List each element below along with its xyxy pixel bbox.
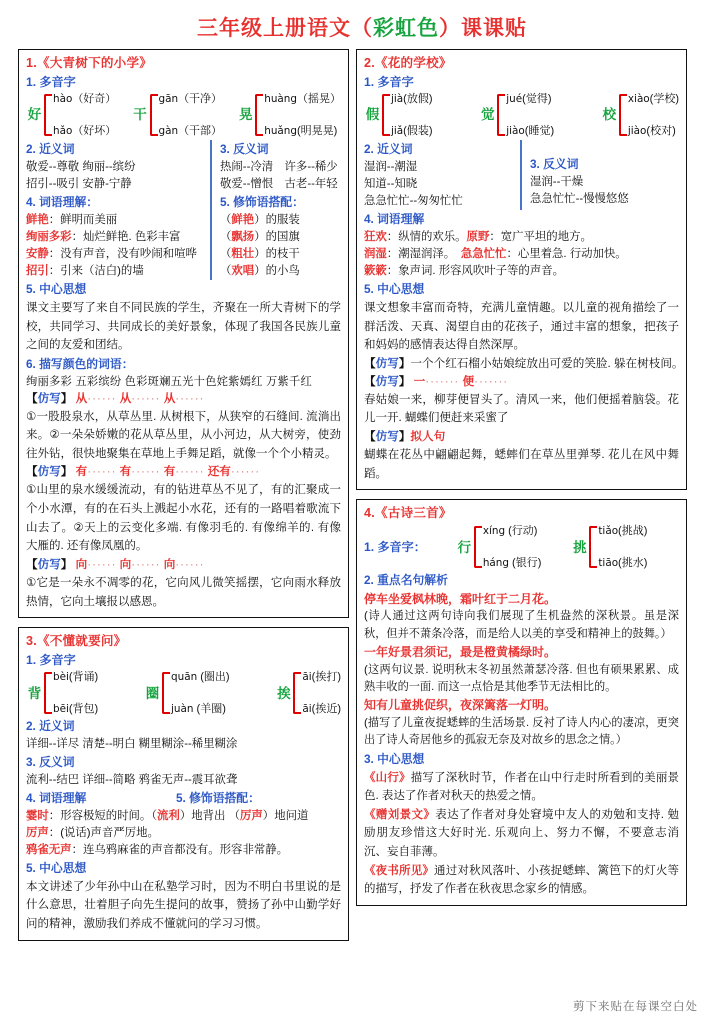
polyphone-readings [171,671,230,715]
polyphone-group [237,93,341,137]
polyphone-reading-top: gān（干净） [158,93,223,106]
polyphone-group [275,671,341,715]
definition-line: 润湿：潮湿润泽。 急急忙忙：心里着急. 行动加快。 [364,247,627,260]
definition-line: 鸦雀无声：连乌鸦麻雀的声音都没有。形容非常静。 [26,843,289,856]
poem-note: (这两句议景. 说明秋末冬初虽然萧瑟冷落. 但也有硕果累累、成熟丰收的一面. 而这一点恰是其他季节无法相比的。 [364,663,679,694]
lesson-panel-3 [18,627,349,940]
lesson1-modifiers [210,193,341,280]
title-part-1: 三年级上册语文（ [197,16,373,40]
definition-line: 鲜艳：鲜明而美丽 [26,213,118,226]
polyphone-char: 好 [27,107,42,123]
title-part-2: ）课课贴 [439,16,527,40]
polyphone-reading-bottom: huǎng(明晃晃) [264,124,338,137]
brace-icon [474,526,482,568]
polyphone-reading-bottom: bēi(背包) [53,702,99,715]
brace-icon [293,672,301,714]
polyphone-char: 行 [457,539,472,555]
polyphone-reading-top: bèi(背诵) [53,671,99,684]
imitation-example-2: ①山里的泉水缓缓流动，有的钻进草丛不见了，有的汇聚成一个小水潭，有的在石头上溅起小水花，还有的一路唱着歌流下山去了。②天上的云变化多端. 有像羽毛的. 有像绵羊的. 有像大雁的. 还有像凤凰的。 [26,484,341,553]
lesson3-title: 3.《不懂就要问》 [26,634,127,649]
polyphone-group [364,93,432,137]
polyphone-reading-top: āi(挨打) [302,671,341,684]
lesson2-title: 2.《花的学校》 [364,56,452,70]
imitation-prompt-3: 【仿写】 向······ 向······ 向······ [26,557,205,571]
polyphone-group [26,671,98,715]
lesson2-syn-ant-split [364,140,679,210]
cut-instruction: 剪下来贴在每课空白处 [573,999,698,1013]
polyphone-group [26,93,116,137]
modifier-line: （欢唱）的小鸟 [220,265,300,278]
lesson3-section-main-idea: 5. 中心思想 [26,860,87,875]
lesson3-section-synonyms: 2. 近义词 [26,719,75,734]
lesson4-idea-line: 《赠刘景文》表达了作者对身处窘境中友人的劝勉和支持. 勉励朋友珍惜这大好时光. 乐观向上、努力不懈，不要意志消沉、妄自菲薄。 [364,808,679,859]
synonym-line: 知道--知晓 [364,177,418,190]
polyphone-char: 觉 [481,107,495,123]
polyphone-group [132,93,223,137]
synonym-line: 湿润--潮湿 [364,160,418,173]
lesson4-idea-line: 《山行》描写了深秋时节，作者在山中行走时所看到的美丽景色. 表达了作者对秋天的热爱之情。 [364,771,680,803]
polyphone-readings [391,93,432,137]
polyphone-reading-top: quān (圈出) [171,671,230,684]
definition-line: 厉声：(说话)声音严厉地。 [26,826,159,839]
lesson1-syn-ant-split [26,140,341,193]
definition-line: 簌簌：象声词. 形容风吹叶子等的声音。 [364,265,564,278]
lesson2-section-synonyms: 2. 近义词 [364,142,413,157]
polyphone-reading-top: jià(放假) [391,93,433,106]
lesson2-polyphone-row [364,93,679,137]
brace-icon [497,94,505,136]
polyphone-readings [53,93,116,137]
title-highlight: 彩虹色 [373,16,439,40]
definition-line: 狂欢：纵情的欢乐。原野：宽广平坦的地方。 [364,230,592,243]
lesson1-section-color-words: 6. 描写颜色的词语： [26,356,134,371]
polyphone-char: 晃 [239,107,253,123]
modifier-line: （粗壮）的枝干 [220,247,300,260]
lesson-panel-4 [356,499,687,906]
lesson4-section-key-lines: 2. 重点名句解析 [364,573,448,588]
polyphone-group [456,525,542,569]
polyphone-readings [483,525,542,569]
antonym-line: 流利--结巴 详细--简略 鸦雀无声--震耳欲聋 [26,773,238,786]
brace-icon [44,94,52,136]
lesson1-section-polyphone: 1. 多音字 [26,74,76,89]
brace-icon [150,94,158,136]
poem-note: (描写了儿童夜捉蟋蟀的生活场景. 反衬了诗人内心的凄凉，更突出了诗人奇居他乡的孤寂无奈及对故乡的思念之情。） [364,717,679,747]
polyphone-reading-top: tiǎo(挑战) [598,525,648,538]
polyphone-readings [628,93,679,137]
lesson2-imitation-example-3: 蝴蝶在花丛中翩翩起舞，蟋蟀们在草丛里弹琴. 花儿在风中舞蹈。 [364,448,679,480]
lesson4-section-polyphone: 1. 多音字： [364,539,426,554]
right-column [356,49,687,941]
polyphone-group [571,525,647,569]
lesson3-section-definitions: 4. 词语理解 [26,790,87,805]
antonym-line: 敬爱--憎恨 古老--年轻 [220,177,338,190]
polyphone-readings [159,93,223,137]
lesson-panel-1 [18,49,349,618]
definition-line: 安静：没有声音，没有吵闹和喧哗 [26,247,197,260]
lesson3-section-antonyms: 3. 反义词 [26,755,75,770]
poem-line: 一年好景君须记，最是橙黄橘绿时。 [364,645,557,660]
lesson4-polyphone-row [364,525,679,569]
lesson1-section-synonyms: 2. 近义词 [26,142,75,157]
polyphone-readings [302,671,341,715]
imitation-prompt-1: 【仿写】 从······ 从······ 从······ [26,391,205,405]
lesson1-antonyms [210,140,341,193]
polyphone-reading-bottom: jiào(睡觉) [506,124,555,137]
lesson-panel-2 [356,49,687,490]
polyphone-reading-bottom: háng (银行) [482,556,542,569]
polyphone-group [601,93,679,137]
lesson1-section-definitions: 4. 词语理解： [26,195,99,210]
lesson1-title: 1.《大青树下的小学》 [26,56,153,70]
antonym-line: 湿润--干燥 [530,175,584,188]
lesson1-color-words: 绚丽多彩 五彩缤纷 色彩斑斓五光十色姹紫嫣红 万紫千红 [26,375,312,388]
polyphone-reading-top: hào（好奇） [53,93,117,106]
poem-note: (诗人通过这两句诗向我们展现了生机盎然的深秋景。虽是深秋，但并不萧条冷落，而是给人以美的享受和精神上的鼓舞。） [364,610,679,640]
polyphone-char: 假 [365,107,380,123]
imitation-example-1: ①一股股泉水，从草丛里. 从树根下，从狭窄的石缝间. 流淌出来。②一朵朵娇嫩的花从草丛里，从小河边，从大树旁，使劲往外钻，很快地聚集在草地上手舞足蹈，就像一个个小精灵。 [26,410,341,460]
polyphone-reading-bottom: gàn（干部） [158,124,223,137]
polyphone-reading-top: jué(觉得) [506,93,552,106]
synonym-line: 急急忙忙--匆匆忙忙 [364,195,463,208]
polyphone-reading-bottom: jiǎ(假装) [391,124,433,137]
lesson3-polyphone-row [26,671,341,715]
imitation-example-3: ①它是一朵永不凋零的花，它向风儿微笑摇摆，它向雨水释放热情，它向土壤报以感恩。 [26,576,341,608]
lesson2-imitation-prompt-3: 【仿写】拟人句 [364,430,446,444]
polyphone-char: 校 [602,107,617,123]
polyphone-reading-top: xíng (行动) [482,525,538,538]
lesson1-polyphone-row [26,93,341,137]
polyphone-char: 挨 [277,685,291,701]
polyphone-char: 背 [27,685,42,701]
lesson4-title: 4.《古诗三首》 [364,506,452,521]
lesson1-defs-mods-split [26,193,341,280]
polyphone-char: 挑 [573,539,587,555]
left-column [18,49,349,941]
lesson2-imitation-1: 【仿写】一个个红石榴小姑娘绽放出可爱的笑脸. 躲在树枝间。 [364,356,684,370]
lesson4-idea-line: 《夜书所见》通过对秋风落叶、小孩捉蟋蟀、篱笆下的灯火等的描写，抒发了作者在秋夜思念家乡的情感。 [364,864,680,896]
definition-modifier-line: 霎时：形容极短的时间。（流利）地背出 （厉声）地问道 [26,809,309,822]
polyphone-readings [53,671,98,715]
polyphone-reading-top: huàng（摇晃） [264,93,341,106]
definition-line: 绚丽多彩：灿烂鲜艳. 色彩丰富 [26,230,181,243]
polyphone-readings [264,93,341,137]
definition-line: 招引：引来（洁白)的墙 [26,265,144,278]
lesson2-section-antonyms: 3. 反义词 [530,157,579,172]
lesson1-section-modifiers: 5. 修饰语搭配： [220,195,304,210]
lesson2-main-idea-text: 课文想象丰富而奇特，充满儿童情趣。以儿童的视角描绘了一群活泼、天真、渴望自由的花孩子，通过丰富的想象，把孩子和妈妈的感情表达得自然深厚。 [364,301,679,352]
polyphone-reading-bottom: tiāo(挑水) [598,556,648,569]
polyphone-char: 干 [133,107,147,123]
brace-icon [619,94,627,136]
page-title [0,0,724,49]
synonym-line: 敬爱--尊敬 绚丽--缤纷 [26,160,136,173]
modifier-line: （鲜艳）的服装 [220,213,300,226]
lesson2-antonyms [520,140,679,210]
lesson4-section-main-idea: 3. 中心思想 [364,751,425,766]
lesson3-section-modifiers: 5. 修饰语搭配： [176,790,260,805]
polyphone-reading-bottom: hǎo（好坏） [53,124,117,137]
brace-icon [255,94,263,136]
imitation-prompt-2: 【仿写】 有······ 有······ 有······ 还有······ [26,465,261,479]
modifier-line: （飘扬）的国旗 [220,230,300,243]
polyphone-readings [506,93,554,137]
synonym-line: 详细--详尽 清楚--明白 糊里糊涂--稀里糊涂 [26,737,238,750]
polyphone-readings [598,525,647,569]
polyphone-group [144,671,230,715]
polyphone-group [479,93,554,137]
antonym-line: 急急忙忙--慢慢悠悠 [530,192,629,205]
lesson2-section-main-idea: 5. 中心思想 [364,282,425,297]
poem-line: 知有儿童挑促织，夜深篱落一灯明。 [364,698,557,713]
lesson1-definitions [26,193,210,280]
antonym-line: 热闹--冷清 许多--稀少 [220,160,338,173]
polyphone-reading-bottom: āi(挨近) [302,702,341,715]
lesson3-section-polyphone: 1. 多音字 [26,653,76,668]
synonym-line: 招引--吸引 安静-宁静 [26,177,132,190]
brace-icon [382,94,390,136]
lesson2-imitation-prompt-2: 【仿写】 一······· 便······· [364,374,509,388]
lesson2-section-definitions: 4. 词语理解 [364,212,425,227]
lesson2-imitation-example-2: 春姑娘一来，柳芽便冒头了。清风一来，他们便摇着脑袋。花儿一开. 蝴蝶们便赶来采蜜了 [364,393,679,425]
lesson2-section-polyphone: 1. 多音字 [364,74,414,89]
lesson1-synonyms [26,140,210,193]
lesson1-section-antonyms: 3. 反义词 [220,142,269,157]
lesson1-main-idea-text: 课文主要写了来自不同民族的学生，齐聚在一所大青树下的学校，共同学习、共同成长的美好景象，体现了我国各民族儿童之间的友爱和团结。 [26,301,341,352]
lesson3-main-idea-text: 本文讲述了少年孙中山在私塾学习时，因为不明白书里说的是什么意思，壮着胆子向先生提问的故事，赞扬了孙中山勤学好问的精神，激励我们养成不懂就问的学习习惯。 [26,880,341,930]
polyphone-char: 圈 [145,685,160,701]
brace-icon [162,672,170,714]
brace-icon [44,672,52,714]
polyphone-reading-top: xiào(学校) [627,93,679,106]
lesson1-section-main-idea: 5. 中心思想 [26,282,87,297]
polyphone-reading-bottom: jiào(校对) [627,124,676,137]
polyphone-reading-bottom: juàn (羊圈) [171,702,226,715]
brace-icon [589,526,597,568]
poem-line: 停车坐爱枫林晚，霜叶红于二月花。 [364,591,557,606]
lesson2-synonyms [364,140,520,210]
panels-container [0,49,724,941]
